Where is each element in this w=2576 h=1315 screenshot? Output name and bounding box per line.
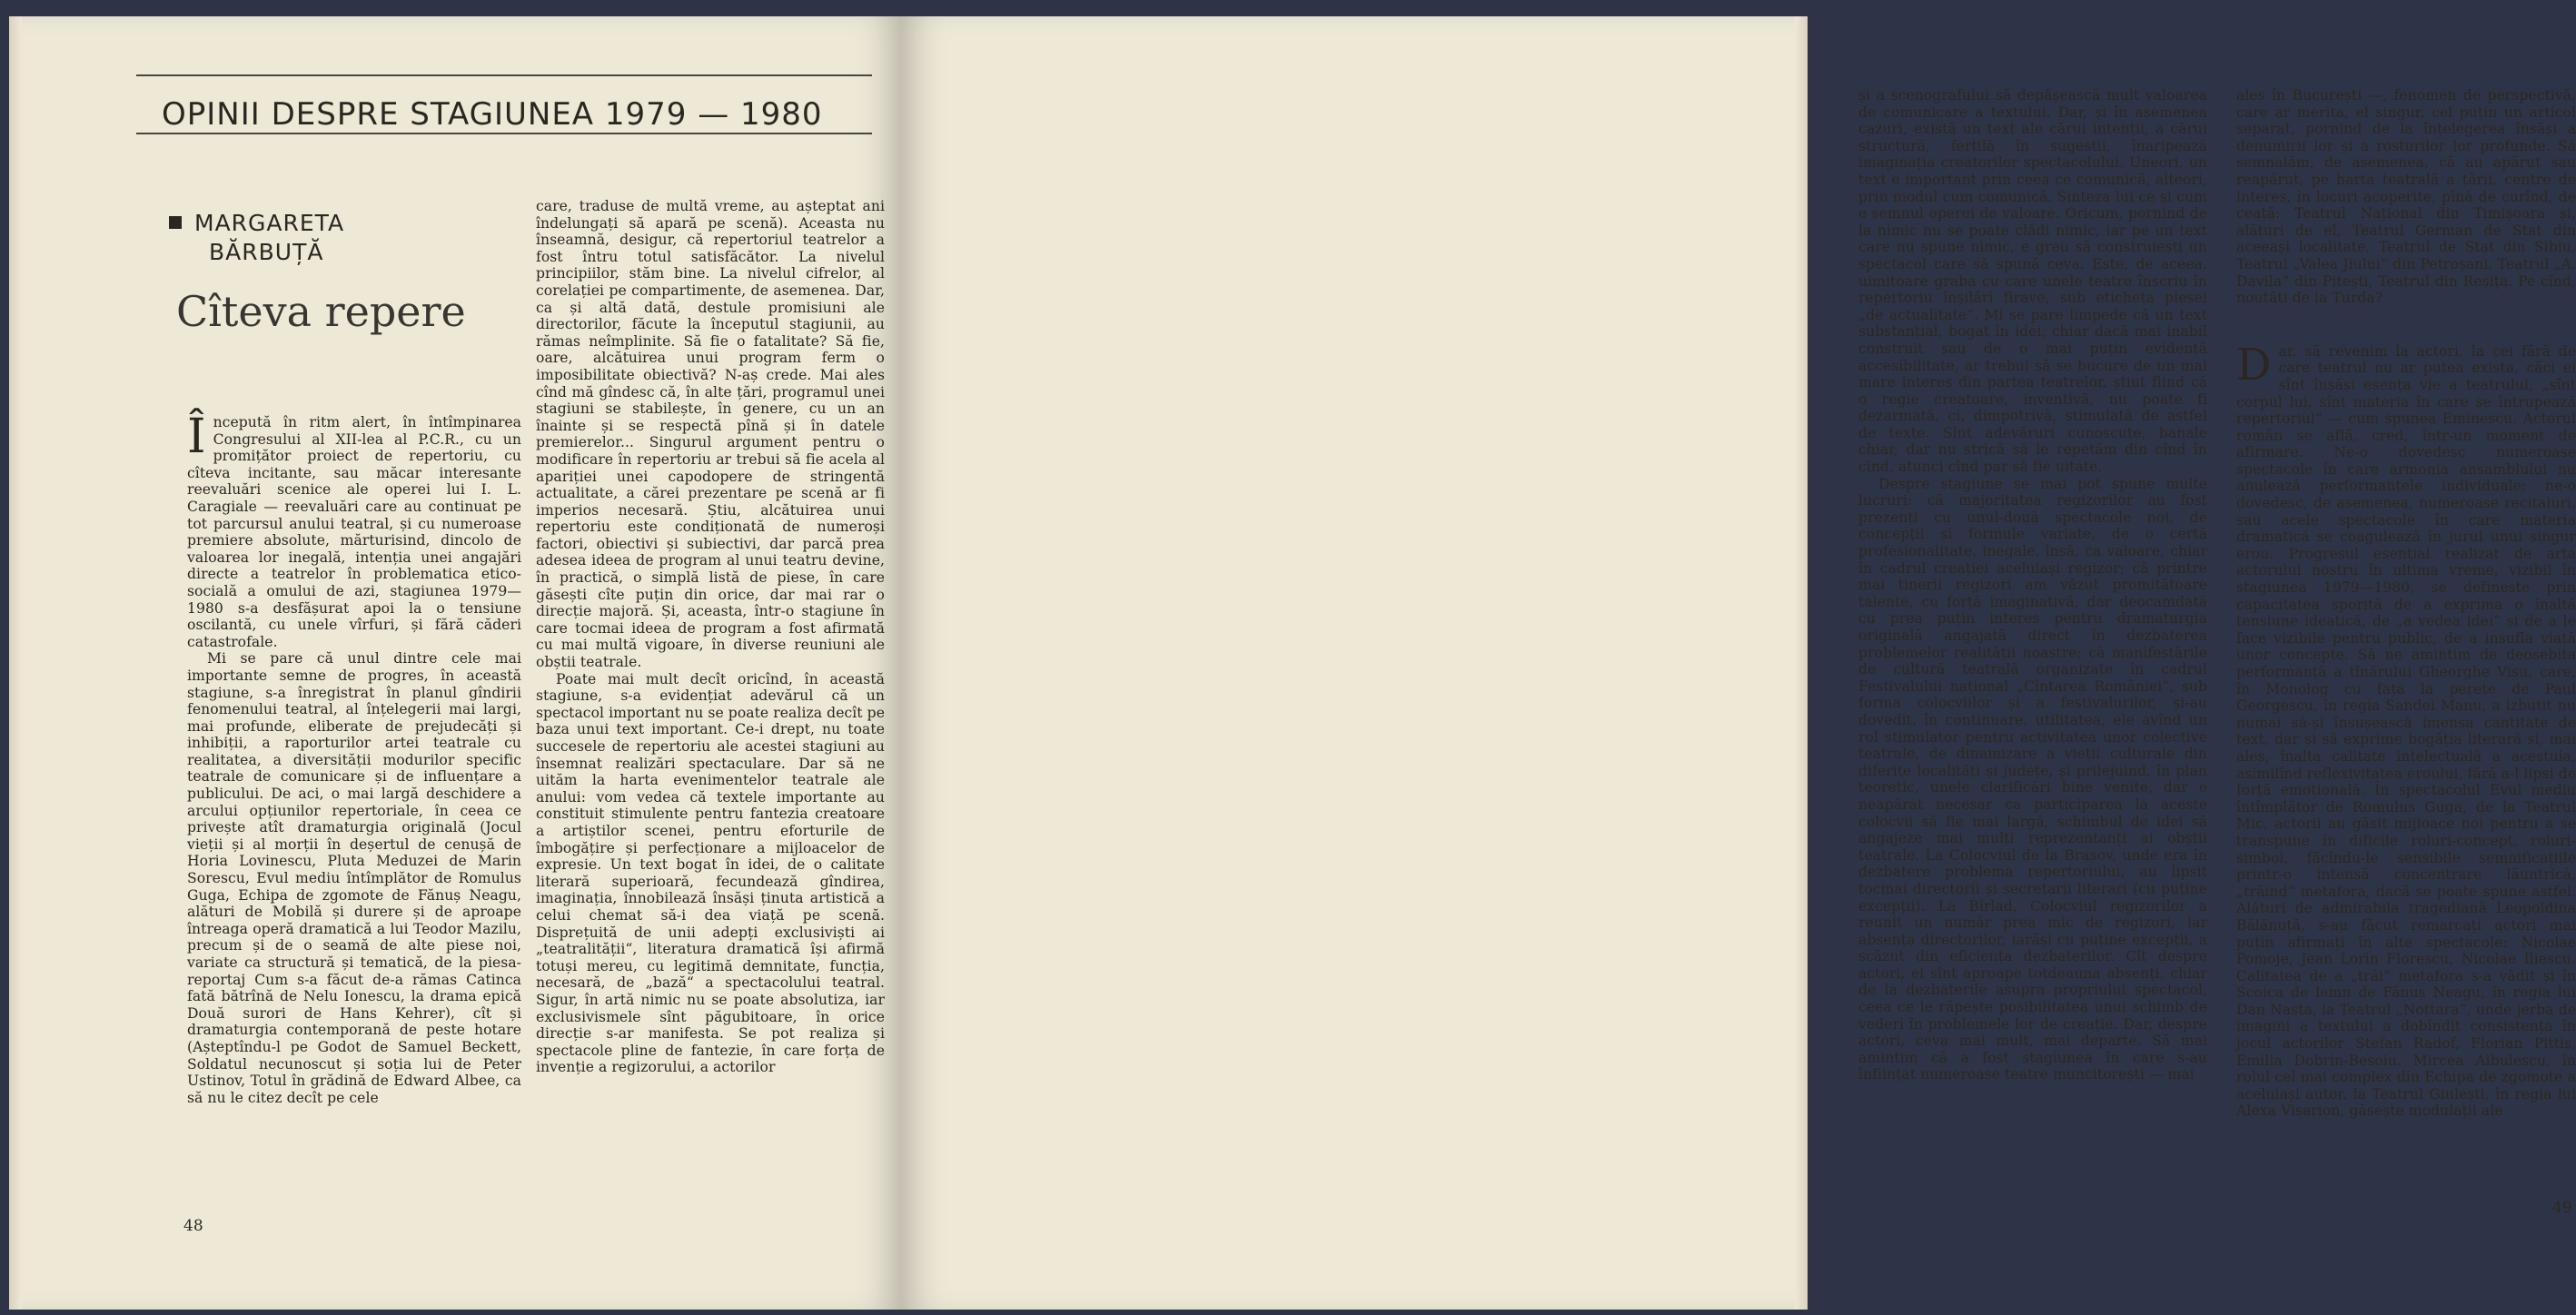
paragraph: ar, să revenim la actori, la cei fără de care teatrul nu ar putea exista, căci ei sînt înșăși esența vie a teatrului, „sînt corpul lui, sînt materia în care se întrupează repertoriul“ — cum spunea Eminescu. Actorul român se află, cred, într-un moment de afirmare. Ne-o dovedesc numeroase spectacole în care armonia ansamblului nu anulează performanțele individuale; ne-o dovedesc, de asemenea, numeroase recitaluri, sau acele spectacole în care materia dramatică se coagulează în jurul unui singur erou. Progresul esențial realizat de arta actorului nostru în ultima vreme, vizibil în stagiunea 1979—1980, se definește prin capacitatea sporită de a exprima o înaltă tensiune ideatică, de „a vedea idei“ și de a le face vizibile pentru public, de a insufla viață unor concepte. Să ne amintim de deosebita performanță a tînărului Gheorghe Visu, care, în Monolog cu fața la perete de Paul Georgescu, în regia Sandei Manu, a izbutit nu numai să-și însușească imensa cantitate de text, dar și să exprime bogăția literară și, mai ales, înalta calitate intelectuală a acestuia, asimilînd reflexivitatea eroului, fără a-l lipsi de forță emoțională. În spectacolul Evul mediu întîmplător de Romulus Guga, de la Teatrul Mic, actorii au găsit mijloace noi pentru a se transpune în dificile roluri-concept, roluri-simbol, făcîndu-le sensibile semnificațiile printr-o intensă concentrare lăuntrică, „trăind“ metafora, dacă se poate spune astfel. Alături de admirabila tragediană Leopoldina Bălănuță, s-au făcut remarcați actori mai puțin afirmați în alte spectacole: Nicolae Pomoje, Jean Lorin Florescu, Nicolae Iliescu. Calitatea de a „trăi“ metafora s-a vădit și în Scoica de lemn de Fănuș Neagu, în regia lui Dan Nasta, la Teatrul „Nottara“, unde jerba de imagini a textului a dobîndit consistența în jocul actorilor Ștefan Radof, Florian Pittiș, Emilia Dobrin-Besoiu. Mircea Albulescu, în rolul cel mai complex din Echipa de zgomote a aceluiași autor, la Teatrul Giulești, în regia lui Alexa Visarion, găsește modulații ale: [2236, 342, 2576, 1120]
dropcap-letter: D: [2236, 339, 2272, 391]
header-rule-top: [136, 74, 872, 76]
paragraph: ncepută în ritm alert, în întîmpinarea Congresului al XII-lea al P.C.R., cu un promițător proiect de repertoriu, cu cîteva incitante, sau măcar interesante reevaluări scenice ale operei lui I. L. Caragiale — reevaluări care au continuat pe tot parcursul anului teatral, și cu numeroase premiere absolute, mărturisind, dincolo de valoarea lor inegală, intenția unei angajări directe a teatrelor în problematica etico-socială a omului de azi, stagiunea 1979—1980 s-a desfășurat apoi la o tensiune oscilantă, cu unele vîrfuri, și fără căderi catastrofale.: [187, 414, 521, 650]
text-column-3: [1858, 87, 2207, 1083]
article-title: Cîteva repere: [176, 287, 466, 336]
page-number-right: 49: [2552, 1199, 2572, 1217]
text-column-2: [536, 198, 885, 1076]
paragraph: și a scenografului să depășească mult valoarea de comunicare a textului. Dar, și în asemenea cazuri, există un text ale cărui intenții, a cărui structură, fertilă în sugestii, înaripează imaginația creatorilor spectacolului. Uneori, un text e important prin ceea ce comunică, alteori, prin modul cum comunică. Sinteza lui ce și cum e semnul operei de valoare. Oricum, pornind de la nimic nu se poate clădi nimic, iar pe un text care nu spune nimic, e greu să construiești un spectacol care să spună ceva. Este, de aceea, uimitoare graba cu care unele teatre înscriu în repertoriu înșilări firave, sub eticheta piesei „de actualitate“. Mi se pare limpede că un text substanțial, bogat în idei, chiar dacă mai inabil construit sau de o mai puțin evidentă accesibilitate, ar trebui să se bucure de un mai mare interes din partea teatrelor, știut fiind că o regie creatoare, inventivă, nu poate fi dezarmată, ci, dimpotrivă, stimulată de astfel de texte. Sînt adevăruri cunoscute, banale chiar, dar nu strică să le repetăm din cînd în cînd, atunci cînd par să fie uitate.: [1858, 87, 2207, 476]
square-bullet-icon: [169, 216, 182, 229]
paragraph: ales în București —, fenomen de perspectivă, care ar merita, el singur, cel puțin un articol separat, pornind de la înțelegerea însăși a denumirii lor și a rosturilor lor profunde. Să semnalăm, de asemenea, că au apărut sau reapărut, pe harta teatrală a țării, centre de interes, în locuri acoperite, pînă de curînd, de ceață: Teatrul Național din Timișoara și, alături de el, Teatrul German de Stat din aceeași localitate, Teatrul de Stat din Sibiu, Teatrul „Valea Jiului“ din Petroșani, Teatrul „A. Davila“ din Pitești, Teatrul din Reșița. Pe cînd, noutăți de la Turda?: [2236, 87, 2576, 307]
author-last-name: BĂRBUȚĂ: [209, 239, 324, 265]
page-number-left: 48: [183, 1217, 203, 1235]
header-rule-bottom: [136, 133, 872, 134]
paragraph: care, traduse de multă vreme, au așteptat ani îndelungați să apară pe scenă). Aceasta nu înseamnă, desigur, că repertoriul teatrelor a fost întru totul satisfăcător. La nivelul principiilor, stăm bine. La nivelul cifrelor, al corelației pe compartimente, de asemenea. Dar, ca și altă dată, destule promisiuni ale directorilor, făcute la începutul stagiunii, au rămas neîmplinite. Să fie o fatalitate? Să fie, oare, alcătuirea unui program ferm o imposibilitate obiectivă? N-aș crede. Mai ales cînd mă gîndesc că, în alte țări, programul unei stagiuni se stabilește, în genere, cu un an înainte și se respectă pînă și în datele premierelor... Singurul argument pentru o modificare în repertoriu ar trebui să fie acela al apariției unei capodopere de stringentă actualitate, a cărei prezentare pe scenă ar fi imperios necesară. Știu, alcătuirea unui repertoriu este condiționată de numeroși factori, obiectivi și subiectivi, dar parcă prea adesea ideea de program al unui teatru devine, în practică, o simplă listă de piese, în care găsești cîte puțin din orice, dar mai rar o direcție majoră. Și, aceasta, într-o stagiune în care tocmai ideea de program a fost afirmată cu mai multă vigoare, în diverse reuniuni ale obștii teatrale.: [536, 198, 885, 671]
author-name: [169, 209, 344, 267]
paragraph: Despre stagiune se mai pot spune multe lucruri: că majoritatea regizorilor au fost prezenți cu unul-două spectacole noi, de concepții și formule variate, de o certă profesionalitate, inegale, însă, ca valoare, chiar în cadrul creației aceluiași regizor; că printre mai tinerii regizori am văzut promițătoare talente, cu forță imaginativă, dar deocamdată cu prea puțin interes pentru dramaturgia originală angajată direct în dezbaterea problemelor realității noastre; că manifestările de cultură teatrală organizate în cadrul Festivalului național „Cîntarea României“, sub forma colocviilor și a festivalurilor, și-au dovedit, în continuare, utilitatea, ele avînd un rol stimulator pentru activitatea unor colective teatrale, de dinamizare a vieții culturale din diferite localități și județe, și prilejuind, în plan teoretic, unele clarificări bine venite, dar e neapărat necesar ca participarea la aceste colocvii să fie mai largă, schimbul de idei să angajeze mai mulți reprezentanți ai obștii teatrale. La Colocviul de la Brașov, unde era în dezbatere problema repertoriului, au lipsit tocmai directorii și secretarii literari (cu puține excepții). La Bîrlad, Colocviul regizorilor a reunit un număr prea mic de regizori, iar absența directorilor, iarăși cu puține excepții, a scăzut din eficiența dezbaterilor. Cît despre actori, ei sînt aproape totdeauna absenți, chiar de la dezbaterile asupra propriului spectacol, ceea ce le răpește posibilitatea unui schimb de vederi în problemele lor de creație. Dar, despre actori, ceva mai mult, mai departe. Să mai amintim că a fost stagiunea în care s-au înființat numeroase teatre muncitorești — mai: [1858, 475, 2207, 1083]
author-first-name: MARGARETA: [194, 210, 345, 236]
right-page: [901, 16, 2576, 1310]
section-title: OPINII DESPRE STAGIUNEA 1979 — 1980: [162, 96, 823, 133]
text-column-1: [187, 410, 521, 1106]
right-page-edge: [1795, 16, 1808, 1310]
text-column-4: [2236, 87, 2576, 1120]
paragraph: Mi se pare că unul dintre cele mai importante semne de progres, în această stagiune, s-a înregistrat în planul gîndirii fenomenului teatral, al înțelegerii mai largi, mai profunde, eliberate de prejudecăți și inhibiții, a raporturilor artei teatrale cu realitatea, a diversității modurilor specific teatrale de comunicare și de influențare a publicului. De aci, o mai largă deschidere a arcului opțiunilor repertoriale, în ceea ce privește atît dramaturgia originală (Jocul vieții și al morții în deșertul de cenușă de Horia Lovinescu, Pluta Meduzei de Marin Sorescu, Evul mediu întîmplător de Romulus Guga, Echipa de zgomote de Fănuș Neagu, alături de Mobilă și durere și de aproape întreaga operă dramatică a lui Teodor Mazilu, precum și de o seamă de alte piese noi, variate ca structură și tematică, de la piesa-reportaj Cum s-a făcut de-a rămas Catinca fată bătrînă de Nelu Ionescu, la drama epică Două surori de Hans Kehrer), cît și dramaturgia contemporană de peste hotare (Așteptîndu-l pe Godot de Samuel Beckett, Soldatul necunoscut și soția lui de Peter Ustinov, Totul în grădină de Edward Albee, ca să nu le citez decît pe cele: [187, 650, 521, 1106]
left-page: [9, 16, 901, 1310]
left-page-edge: [9, 16, 22, 1310]
paragraph: Poate mai mult decît oricînd, în această stagiune, s-a evidențiat adevărul că un spectacol important nu se poate realiza decît pe baza unui text important. Ce-i drept, nu toate succesele de repertoriu ale acestei stagiuni au însemnat realizări spectaculare. Dar să ne uităm la harta evenimentelor teatrale ale anului: vom vedea că textele importante au constituit stimulente pentru fantezia creatoare a artiștilor scenei, pentru eforturile de îmbogățire și perfecționare a mijloacelor de expresie. Un text bogat în idei, de o calitate literară superioară, fecundează gîndirea, imaginația, înnobilează însăși ținuta artistică a celui chemat să-i dea viață pe scenă. Disprețuită de unii adepți exclusiviști ai „teatralității“, literatura dramatică își afirmă totuși mereu, cu legitimă demnitate, funcția, necesară, de „bază“ a spectacolului teatral. Sigur, în artă nimic nu se poate absolutiza, iar exclusivismele sînt păgubitoare, în orice direcție s-ar manifesta. Se pot realiza și spectacole pline de fantezie, în care forța de invenție a regizorului, a actorilor: [536, 670, 885, 1076]
dropcap-letter: Î: [187, 410, 206, 464]
